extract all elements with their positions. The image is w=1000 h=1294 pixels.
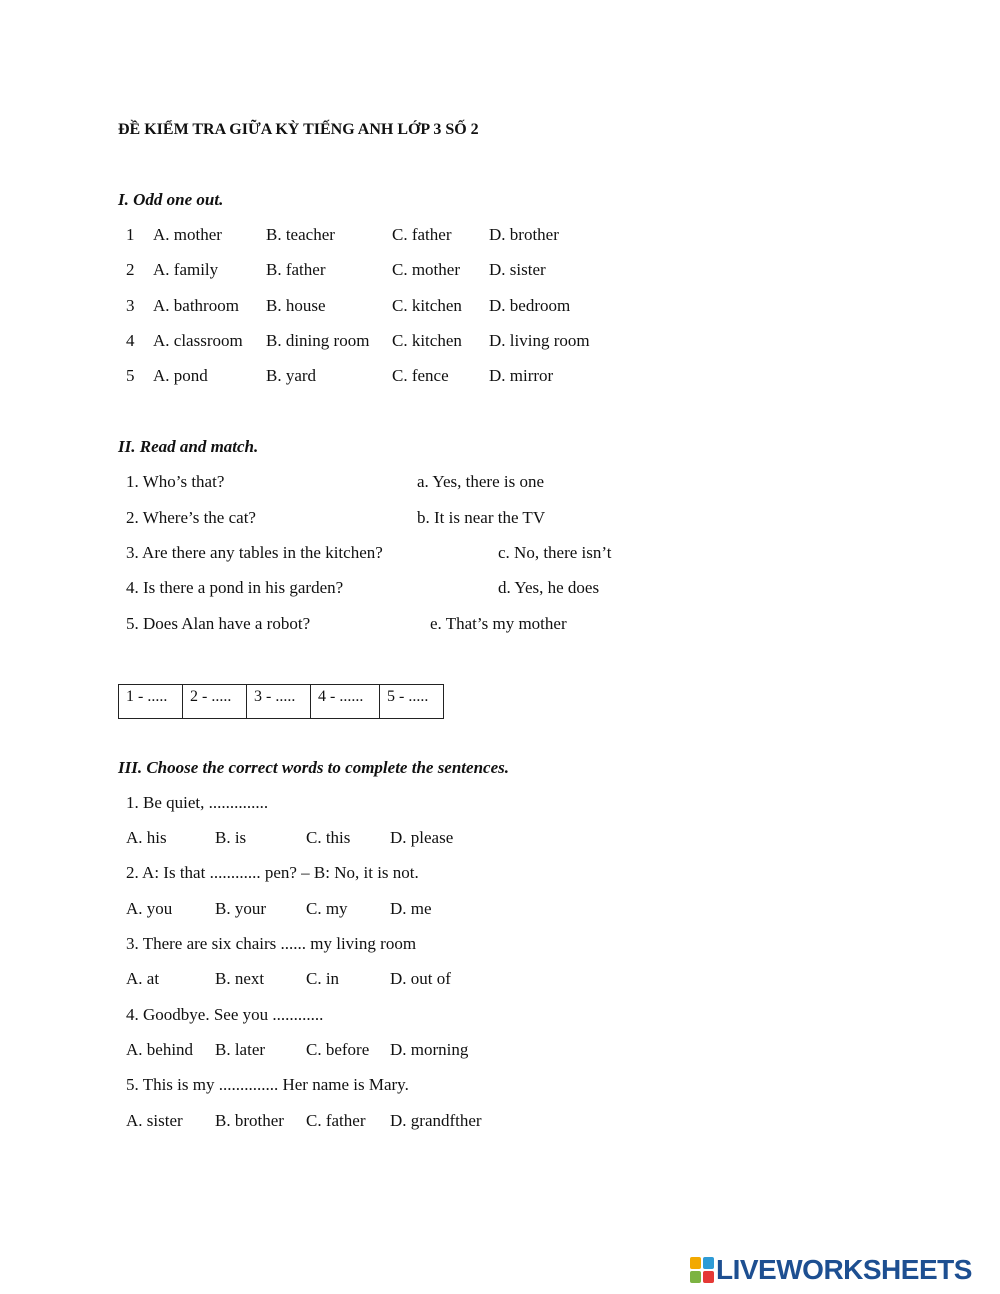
section-2-heading: II. Read and match. xyxy=(118,437,259,456)
option-c[interactable]: C. kitchen xyxy=(392,331,462,350)
match-answer: b. It is near the TV xyxy=(417,508,546,527)
mc-options-row xyxy=(126,1111,726,1131)
option-a[interactable]: A. his xyxy=(126,828,167,847)
option-a[interactable]: A. you xyxy=(126,899,173,918)
option-b[interactable]: B. your xyxy=(215,899,266,918)
option-c[interactable]: C. before xyxy=(306,1040,370,1059)
option-b[interactable]: B. father xyxy=(266,260,326,279)
page-title: ĐỀ KIỂM TRA GIỮA KỲ TIẾNG ANH LỚP 3 SỐ 2 xyxy=(118,121,479,138)
odd-one-out-row xyxy=(126,331,726,351)
option-c[interactable]: C. father xyxy=(392,225,452,244)
row-number: 2 xyxy=(126,260,135,279)
row-number: 3 xyxy=(126,296,135,315)
mc-options-row xyxy=(126,899,726,919)
row-number: 5 xyxy=(126,366,135,385)
option-a[interactable]: A. sister xyxy=(126,1111,183,1130)
match-answer: e. That’s my mother xyxy=(430,614,567,633)
option-a[interactable]: A. classroom xyxy=(153,331,243,350)
section-3-heading: III. Choose the correct words to complete the sentences. xyxy=(118,758,509,777)
option-d[interactable]: D. me xyxy=(390,899,432,918)
option-b[interactable]: B. later xyxy=(215,1040,266,1059)
option-a[interactable]: A. behind xyxy=(126,1040,194,1059)
mc-question: 2. A: Is that ............ pen? – B: No, it is not. xyxy=(126,863,419,882)
answer-table-row xyxy=(119,685,444,719)
mc-question: 1. Be quiet, .............. xyxy=(126,793,269,812)
answer-cell[interactable]: 2 - ..... xyxy=(183,685,247,719)
option-a[interactable]: A. bathroom xyxy=(153,296,239,315)
answer-cell[interactable]: 3 - ..... xyxy=(247,685,311,719)
answer-cell[interactable]: 4 - ...... xyxy=(311,685,380,719)
option-c[interactable]: C. this xyxy=(306,828,351,847)
option-b[interactable]: B. dining room xyxy=(266,331,370,350)
match-question: 4. Is there a pond in his garden? xyxy=(126,578,344,597)
mc-question: 3. There are six chairs ...... my living room xyxy=(126,934,417,953)
liveworksheets-logo-icon xyxy=(690,1257,714,1283)
option-b[interactable]: B. brother xyxy=(215,1111,284,1130)
option-d[interactable]: D. bedroom xyxy=(489,296,571,315)
answer-cell[interactable]: 5 - ..... xyxy=(380,685,444,719)
match-answer: a. Yes, there is one xyxy=(417,472,545,491)
mc-options-row xyxy=(126,969,726,989)
option-d[interactable]: D. brother xyxy=(489,225,559,244)
mc-options-row xyxy=(126,828,726,848)
row-number: 1 xyxy=(126,225,135,244)
option-d[interactable]: D. please xyxy=(390,828,454,847)
option-a[interactable]: A. family xyxy=(153,260,219,279)
option-a[interactable]: A. pond xyxy=(153,366,208,385)
match-question: 2. Where’s the cat? xyxy=(126,508,256,527)
option-d[interactable]: D. living room xyxy=(489,331,590,350)
liveworksheets-logo xyxy=(690,1255,990,1285)
option-c[interactable]: C. mother xyxy=(392,260,460,279)
odd-one-out-row xyxy=(126,296,726,316)
row-number: 4 xyxy=(126,331,135,350)
odd-one-out-row xyxy=(126,366,726,386)
mc-question: 5. This is my .............. Her name is Mary. xyxy=(126,1075,409,1094)
option-c[interactable]: C. fence xyxy=(392,366,449,385)
option-d[interactable]: D. sister xyxy=(489,260,546,279)
match-question: 3. Are there any tables in the kitchen? xyxy=(126,543,383,562)
option-d[interactable]: D. out of xyxy=(390,969,451,988)
option-a[interactable]: A. mother xyxy=(153,225,222,244)
match-question: 5. Does Alan have a robot? xyxy=(126,614,311,633)
option-d[interactable]: D. grandfther xyxy=(390,1111,482,1130)
mc-options-row xyxy=(126,1040,726,1060)
option-b[interactable]: B. house xyxy=(266,296,326,315)
match-answer: d. Yes, he does xyxy=(498,578,600,597)
option-c[interactable]: C. in xyxy=(306,969,340,988)
option-c[interactable]: C. father xyxy=(306,1111,366,1130)
match-question: 1. Who’s that? xyxy=(126,472,225,491)
option-d[interactable]: D. mirror xyxy=(489,366,554,385)
option-b[interactable]: B. is xyxy=(215,828,247,847)
odd-one-out-row xyxy=(126,225,726,245)
option-b[interactable]: B. next xyxy=(215,969,265,988)
odd-one-out-row xyxy=(126,260,726,280)
mc-question: 4. Goodbye. See you ............ xyxy=(126,1005,324,1024)
answer-table xyxy=(118,684,444,719)
option-c[interactable]: C. my xyxy=(306,899,348,918)
option-a[interactable]: A. at xyxy=(126,969,160,988)
section-1-heading: I. Odd one out. xyxy=(118,190,224,209)
match-answer: c. No, there isn’t xyxy=(498,543,612,562)
answer-cell[interactable]: 1 - ..... xyxy=(119,685,183,719)
logo-text: LIVEWORKSHEETS xyxy=(716,1254,972,1285)
option-c[interactable]: C. kitchen xyxy=(392,296,462,315)
option-b[interactable]: B. yard xyxy=(266,366,317,385)
option-d[interactable]: D. morning xyxy=(390,1040,469,1059)
option-b[interactable]: B. teacher xyxy=(266,225,335,244)
